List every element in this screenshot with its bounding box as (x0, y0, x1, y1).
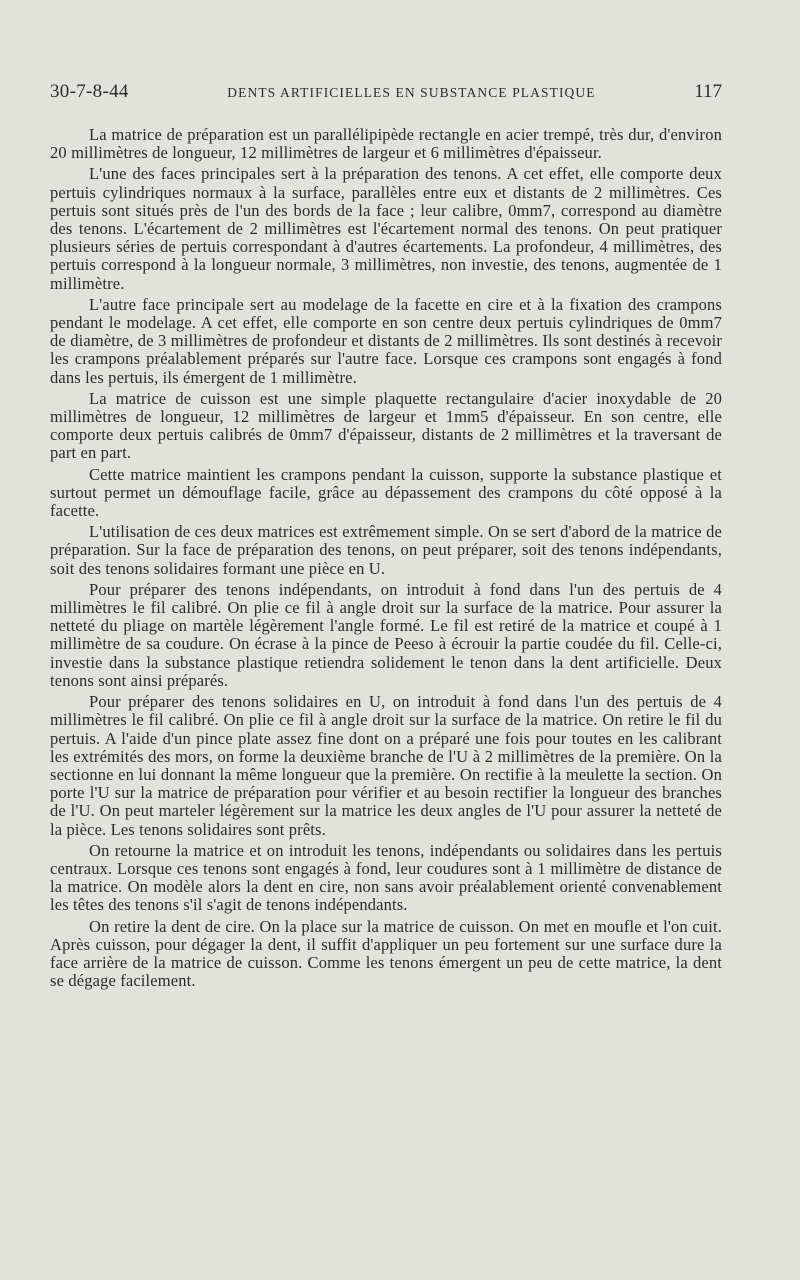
running-title: DENTS ARTIFICIELLES EN SUBSTANCE PLASTIQUE (227, 85, 596, 100)
paragraph: La matrice de cuisson est une simple plaquette rectangulaire d'acier inoxydable de 20 millimètres de longueur, 12 millimètres de largeur et 1mm5 d'épaisseur. En son centre, elle comporte deux pertuis calibrés de 0mm7 d'épaisseur, distants de 2 millimètres et la traversant de part en part. (50, 388, 722, 463)
date-reference: 30-7-8-44 (50, 81, 129, 102)
paragraph: Pour préparer des tenons solidaires en U, on introduit à fond dans l'un des pertuis de 4 millimètres le fil calibré. On plie ce fil à angle droit sur la surface de la matrice. On retire le fil du pertuis. A l'aide d'un pince plate assez fine dont on a préparé une fois pour toutes en les calibrant les extrémités des mors, on forme la deuxième branche de l'U à 2 millimètres de la première. On la sectionne en lui donnant la même longueur que la première. On rectifie à la meulette la section. On porte l'U sur la matrice de préparation pour vérifier et au besoin rectifier la longueur des branches de l'U. On peut marteler légèrement sur la matrice les deux angles de l'U pour assurer la netteté de la pièce. Les tenons solidaires sont prêts. (50, 692, 722, 839)
paragraph: L'autre face principale sert au modelage de la facette en cire et à la fixation des crampons pendant le modelage. A cet effet, elle comporte en son centre deux pertuis cylindriques de 0mm7 de diamètre, de 3 millimètres de profondeur et distants de 2 millimètres. Ils sont destinés à recevoir les crampons préalablement préparés sur l'autre face. Lorsque ces crampons sont engagés à fond dans les pertuis, ils émergent de 1 millimètre. (50, 294, 722, 387)
paragraph: L'utilisation de ces deux matrices est extrêmement simple. On se sert d'abord de la matrice de préparation. Sur la face de préparation des tenons, on peut préparer, soit des tenons indépendants, soit des tenons solidaires formant une pièce en U. (50, 522, 722, 578)
paragraph: Pour préparer des tenons indépendants, on introduit à fond dans l'un des pertuis de 4 millimètres le fil calibré. On plie ce fil à angle droit sur la surface de la matrice. Pour assurer la netteté du pliage on martèle légèrement l'angle formé. Le fil est retiré de la matrice et coupé à 1 millimètre de sa coudure. On écrase à la pince de Peeso à écrouir la partie coudée du fil. Celle-ci, investie dans la substance plastique retiendra solidement le tenon dans la dent artificielle. Deux tenons sont ainsi préparés. (50, 579, 722, 690)
running-header (50, 81, 722, 103)
paragraph: On retourne la matrice et on introduit les tenons, indépendants ou solidaires dans les pertuis centraux. Lorsque ces tenons sont engagés à fond, leur coudures sont à 1 millimètre de distance de la matrice. On modèle alors la dent en cire, non sans avoir préalablement orienté convenablement les têtes des tenons s'il s'agit de tenons indépendants. (50, 840, 722, 915)
page-number: 117 (694, 81, 722, 102)
paragraph: L'une des faces principales sert à la préparation des tenons. A cet effet, elle comporte deux pertuis cylindriques normaux à la surface, parallèles entre eux et distants de 2 millimètres. Ces pertuis sont situés près de l'un des bords de la face ; leur calibre, 0mm7, correspond au diamètre des tenons. L'écartement de 2 millimètres est l'écartement normal des tenons. On peut pratiquer plusieurs séries de pertuis correspondant à d'autres écartements. La profondeur, 4 millimètres, des pertuis correspond à la longueur normale, 3 millimètres, non investie, des tenons, augmentée de 1 millimètre. (50, 164, 722, 293)
body-text (50, 126, 722, 993)
paragraph: Cette matrice maintient les crampons pendant la cuisson, supporte la substance plastique et surtout permet un démouflage facile, grâce au dépassement des crampons du côté opposé à la facette. (50, 464, 722, 521)
paragraph: On retire la dent de cire. On la place sur la matrice de cuisson. On met en moufle et l'on cuit. Après cuisson, pour dégager la dent, il suffit d'appliquer un peu fortement sur une surface dure la face arrière de la matrice de cuisson. Comme les tenons émergent un peu de cette matrice, la dent se dégage facilement. (50, 916, 722, 991)
paragraph: La matrice de préparation est un parallélipipède rectangle en acier trempé, très dur, d'environ 20 millimètres de longueur, 12 millimètres de largeur et 6 millimètres d'épaisseur. (50, 125, 722, 163)
